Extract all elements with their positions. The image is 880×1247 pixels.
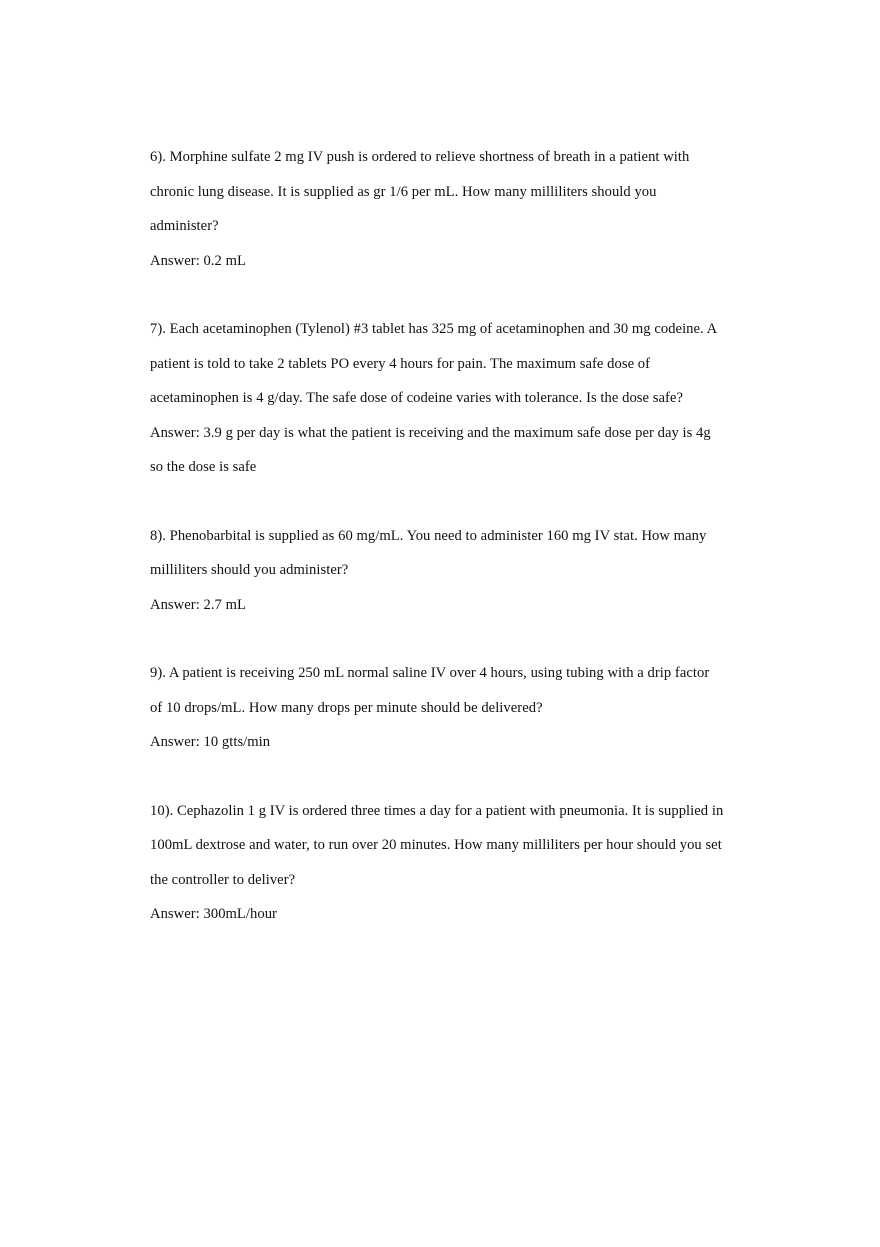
question-text — [150, 656, 740, 725]
answer-text — [150, 588, 740, 623]
question-line: chronic lung disease. It is supplied as gr 1/6 per mL. How many milliliters should you — [150, 183, 657, 200]
answer-text — [150, 725, 740, 760]
question-line: administer? — [150, 218, 219, 234]
question-8 — [150, 519, 740, 623]
answer-text — [150, 244, 740, 279]
question-line: acetaminophen is 4 g/day. The safe dose of codeine varies with tolerance. Is the dose safe? — [150, 390, 683, 406]
answer-text — [150, 416, 740, 485]
question-text — [150, 519, 740, 588]
answer-line: Answer: 0.2 mL — [150, 252, 246, 269]
question-line: 100mL dextrose and water, to run over 20 minutes. How many milliliters per hour should you set — [150, 837, 722, 853]
answer-line: Answer: 300mL/hour — [150, 906, 277, 922]
question-6 — [150, 140, 740, 278]
question-list — [150, 140, 740, 966]
question-text — [150, 140, 740, 244]
question-9 — [150, 656, 740, 760]
question-line: 10). Cephazolin 1 g IV is ordered three times a day for a patient with pneumonia. It is supplied in — [150, 802, 724, 819]
answer-line: Answer: 2.7 mL — [150, 596, 246, 613]
question-line: patient is told to take 2 tablets PO every 4 hours for pain. The maximum safe dose of — [150, 355, 651, 372]
question-7 — [150, 312, 740, 485]
question-text — [150, 312, 740, 416]
answer-line: so the dose is safe — [150, 459, 257, 475]
question-line: 9). A patient is receiving 250 mL normal saline IV over 4 hours, using tubing with a drip factor — [150, 665, 710, 681]
question-line: milliliters should you administer? — [150, 562, 349, 578]
question-line: of 10 drops/mL. How many drops per minute should be delivered? — [150, 699, 543, 716]
question-line: 8). Phenobarbital is supplied as 60 mg/mL. You need to administer 160 mg IV stat. How many — [150, 527, 707, 544]
question-line: 6). Morphine sulfate 2 mg IV push is ordered to relieve shortness of breath in a patient with — [150, 149, 690, 165]
question-10 — [150, 794, 740, 932]
question-text — [150, 794, 740, 898]
question-line: 7). Each acetaminophen (Tylenol) #3 tablet has 325 mg of acetaminophen and 30 mg codeine. A — [150, 321, 718, 337]
answer-line: Answer: 10 gtts/min — [150, 734, 271, 750]
question-line: the controller to deliver? — [150, 871, 296, 888]
answer-text — [150, 897, 740, 932]
answer-line: Answer: 3.9 g per day is what the patient is receiving and the maximum safe dose per day is 4g — [150, 424, 711, 441]
